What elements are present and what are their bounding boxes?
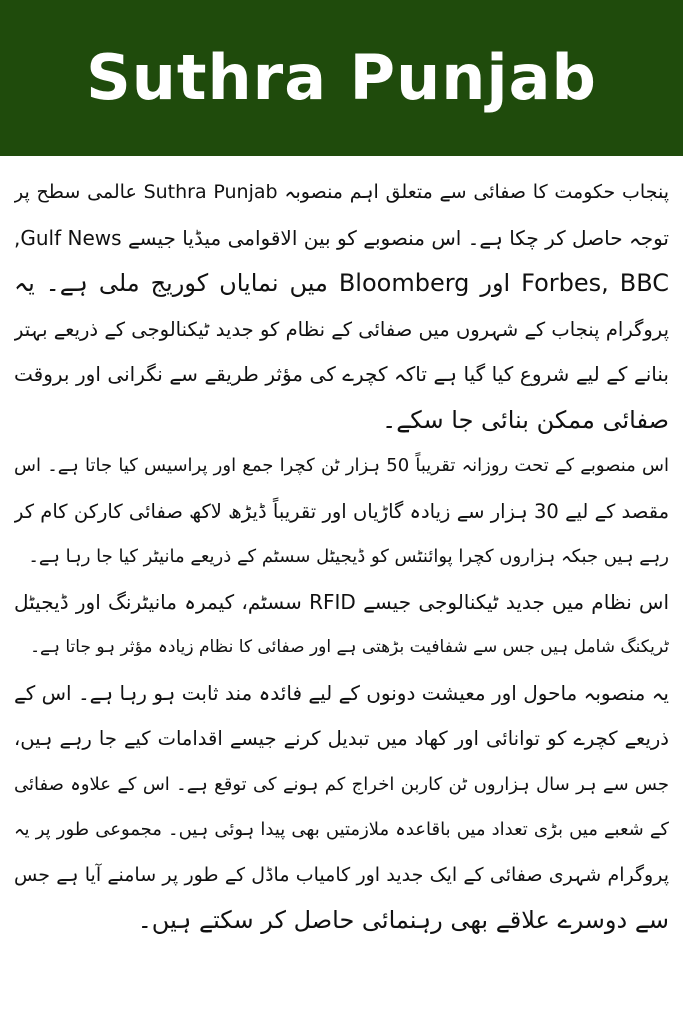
text-line: مقصد کے لیے 30 ہزار سے زیادہ گاڑیاں اور تقریباً ڈیڑھ لاکھ صفائی کارکن کام کر bbox=[14, 499, 669, 523]
paragraph bbox=[14, 671, 669, 944]
text-line: بنانے کے لیے شروع کیا گیا ہے تاکہ کچرے کی مؤثر طریقے سے نگرانی اور بروقت bbox=[14, 362, 669, 386]
text-line: رہے ہیں جبکہ ہزاروں کچرا پوائنٹس کو ڈیجیٹل سسٹم کے ذریعے مانیٹر کیا جا رہا ہے۔ bbox=[28, 546, 669, 567]
text-line: پروگرام شہری صفائی کے ایک جدید اور کامیاب ماڈل کے طور پر سامنے آیا ہے جس bbox=[14, 863, 669, 886]
text-line: Forbes, BBC اور Bloomberg میں نمایاں کوریج ملی ہے۔ یہ bbox=[14, 269, 669, 297]
text-line: اس نظام میں جدید ٹیکنالوجی جیسے RFID سسٹم، کیمرہ مانیٹرنگ اور ڈیجیٹل bbox=[14, 589, 669, 614]
paragraph bbox=[14, 443, 669, 580]
text-line: کے شعبے میں بڑی تعداد میں باقاعدہ ملازمتیں بھی پیدا ہوئی ہیں۔ مجموعی طور پر یہ bbox=[14, 819, 669, 840]
paragraph bbox=[14, 170, 669, 443]
header-banner bbox=[0, 0, 683, 156]
text-line: توجہ حاصل کر چکا ہے۔ اس منصوبے کو بین الاقوامی میڈیا جیسے Gulf News, bbox=[14, 225, 669, 250]
header-title: Suthra Punjab bbox=[86, 41, 597, 114]
text-line: سے دوسرے علاقے بھی رہنمائی حاصل کر سکتے ہیں۔ bbox=[137, 906, 669, 934]
paragraph bbox=[14, 580, 669, 671]
article-body bbox=[14, 170, 669, 944]
text-line: ٹریکنگ شامل ہیں جس سے شفافیت بڑھتی ہے اور صفائی کا نظام زیادہ مؤثر ہو جاتا ہے۔ bbox=[30, 637, 669, 657]
text-line: یہ منصوبہ ماحول اور معیشت دونوں کے لیے فائدہ مند ثابت ہو رہا ہے۔ اس کے bbox=[14, 680, 669, 705]
text-line: اس منصوبے کے تحت روزانہ تقریباً 50 ہزار ٹن کچرا جمع اور پراسیس کیا جاتا ہے۔ اس bbox=[14, 455, 669, 476]
text-line: جس سے ہر سال ہزاروں ٹن کاربن اخراج کم ہونے کی توقع ہے۔ اس کے علاوہ صفائی bbox=[14, 773, 669, 795]
text-line: ذریعے کچرے کو توانائی اور کھاد میں تبدیل کرنے جیسے اقدامات کیے جا رہے ہیں، bbox=[14, 727, 669, 750]
text-line: پروگرام پنجاب کے شہروں میں صفائی کے نظام کو جدید ٹیکنالوجی کے ذریعے بہتر bbox=[14, 317, 669, 341]
text-line: صفائی ممکن بنائی جا سکے۔ bbox=[382, 405, 669, 434]
text-line: پنجاب حکومت کا صفائی سے متعلق اہم منصوبہ Suthra Punjab عالمی سطح پر bbox=[14, 181, 669, 203]
